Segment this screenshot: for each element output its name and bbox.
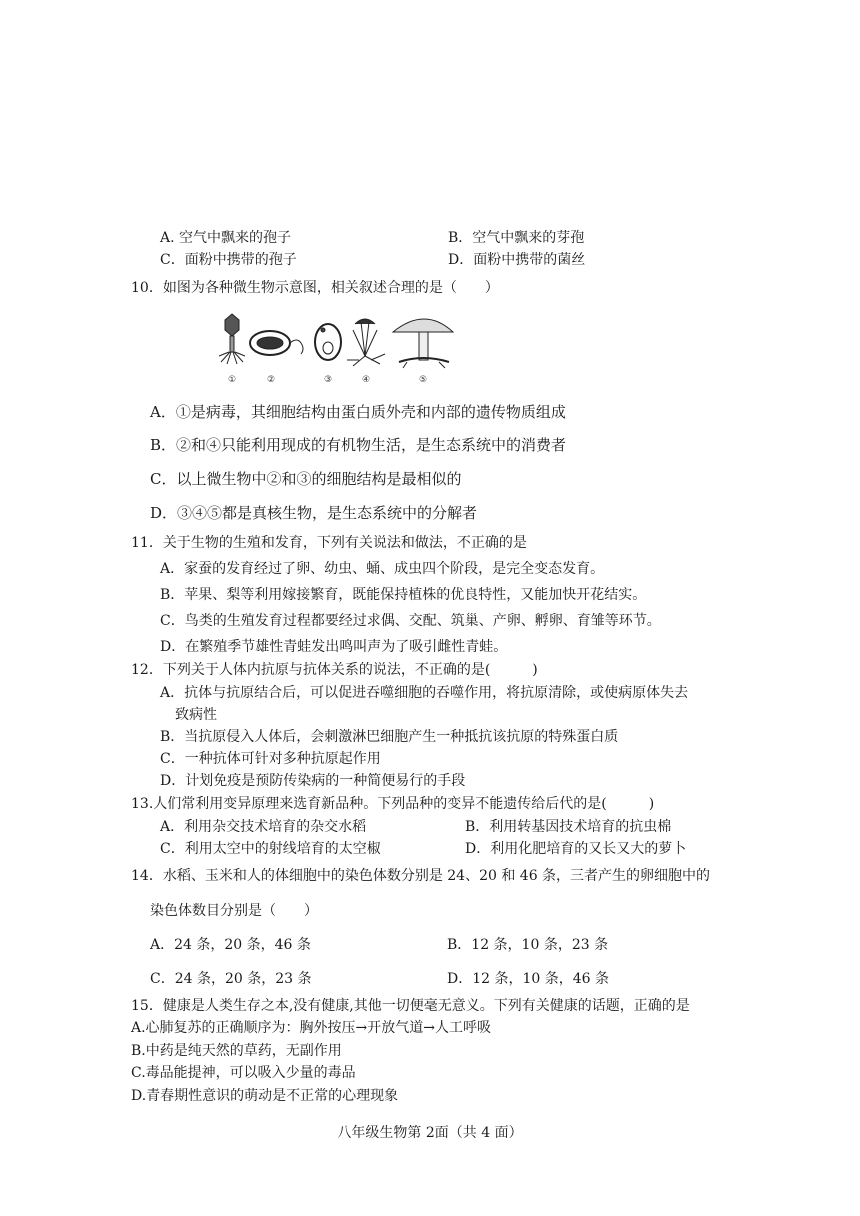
mold-drawing [347, 319, 385, 366]
q13-option-d: D．利用化肥培育的又长又大的萝卜 [465, 841, 687, 857]
q13-option-a: A．利用杂交技术培育的杂交水稻 [160, 819, 367, 835]
q14-option-b: B．12 条，10 条，23 条 [447, 937, 609, 953]
yeast-drawing [315, 324, 341, 360]
q12-option-c: C．一种抗体可针对多种抗原起作用 [160, 751, 381, 767]
figure-label-4: ④ [361, 375, 371, 385]
q9-option-b: B．空气中飘来的芽孢 [448, 230, 585, 246]
q14-option-a: A．24 条，20 条，46 条 [150, 937, 311, 953]
q15-option-c: C.毒品能提神，可以吸入少量的毒品 [131, 1065, 356, 1081]
q9-option-d: D．面粉中携带的菌丝 [448, 252, 586, 268]
q14-stem-cont: 染色体数目分别是（ ） [150, 903, 318, 919]
q10-option-c: C．以上微生物中②和③的细胞结构是最相似的 [150, 470, 462, 488]
q13-stem: 13.人们常利用变异原理来选育新品种。下列品种的变异不能遗传给后代的是( ) [131, 796, 655, 812]
q10-option-d: D．③④⑤都是真核生物，是生态系统中的分解者 [150, 504, 478, 522]
mushroom-drawing [393, 319, 453, 368]
q10-option-b: B．②和④只能利用现成的有机物生活，是生态系统中的消费者 [150, 436, 567, 454]
q11-option-c: C．鸟类的生殖发育过程都要经过求偶、交配、筑巢、产卵、孵卵、育雏等环节。 [160, 613, 661, 629]
page-footer: 八年级生物第 2面（共 4 面） [337, 1125, 523, 1141]
phage-drawing [219, 314, 245, 364]
q10-stem: 10．如图为各种微生物示意图，相关叙述合理的是（ ） [131, 280, 499, 296]
q11-stem: 11．关于生物的生殖和发育，下列有关说法和做法，不正确的是 [131, 535, 527, 551]
figure-label-3: ③ [323, 375, 333, 385]
microorganism-figure [215, 310, 460, 388]
q12-option-a-cont: 致病性 [175, 707, 217, 723]
q15-option-d: D.青春期性意识的萌动是不正常的心理现象 [131, 1088, 399, 1104]
figure-label-5: ⑤ [418, 375, 428, 385]
q9-option-c: C．面粉中携带的孢子 [160, 252, 297, 268]
q12-option-d: D．计划免疫是预防传染病的一种简便易行的手段 [160, 773, 466, 789]
q12-option-a: A．抗体与抗原结合后，可以促进吞噬细胞的吞噬作用，将抗原清除，或使病原体失去 [160, 685, 689, 701]
bacterium-drawing [250, 331, 303, 355]
q14-stem: 14．水稻、玉米和人的体细胞中的染色体数分别是 24、20 和 46 条，三者产生的卵细胞中的 [131, 868, 711, 884]
q15-option-b: B.中药是纯天然的草药，无副作用 [131, 1043, 342, 1059]
q9-option-a: A. 空气中飘来的孢子 [160, 230, 292, 246]
figure-label-1: ① [227, 375, 237, 385]
q11-option-b: B．苹果、梨等利用嫁接繁育，既能保持植株的优良特性，又能加快开花结实。 [160, 587, 647, 603]
q13-option-c: C．利用太空中的射线培育的太空椒 [160, 841, 381, 857]
figure-label-2: ② [266, 375, 276, 385]
q15-option-a: A.心肺复苏的正确顺序为：胸外按压→开放气道→人工呼吸 [131, 1020, 492, 1036]
q15-stem: 15．健康是人类生存之本,没有健康,其他一切便毫无意义。下列有关健康的话题，正确的是 [131, 998, 690, 1014]
q13-option-b: B．利用转基因技术培育的抗虫棉 [465, 819, 672, 835]
q11-option-d: D．在繁殖季节雄性青蛙发出鸣叫声为了吸引雌性青蛙。 [160, 639, 508, 655]
q12-option-b: B．当抗原侵入人体后，会刺激淋巴细胞产生一种抵抗该抗原的特殊蛋白质 [160, 729, 619, 745]
q10-option-a: A．①是病毒，其细胞结构由蛋白质外壳和内部的遗传物质组成 [150, 403, 566, 421]
q12-stem: 12．下列关于人体内抗原与抗体关系的说法，不正确的是( ) [131, 662, 538, 678]
q14-option-d: D．12 条，10 条，46 条 [447, 971, 610, 987]
q14-option-c: C．24 条，20 条，23 条 [150, 971, 312, 987]
q11-option-a: A．家蚕的发育经过了卵、幼虫、蛹、成虫四个阶段，是完全变态发育。 [160, 561, 605, 577]
